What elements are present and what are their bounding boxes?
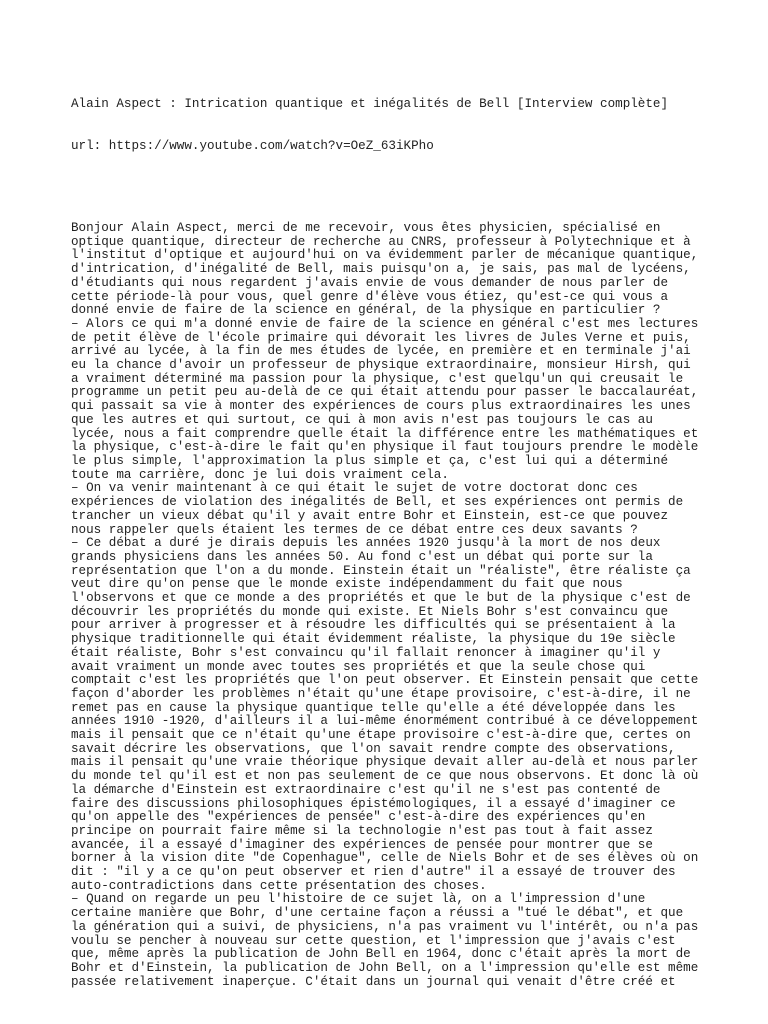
document-title: Alain Aspect : Intrication quantique et inégalités de Bell [Interview complète] (71, 97, 669, 112)
paragraph-gap (71, 181, 711, 195)
source-url: url: https://www.youtube.com/watch?v=OeZ_63iKPho (71, 138, 434, 153)
document-page (71, 71, 711, 1003)
transcript-body: Bonjour Alain Aspect, merci de me recevoir, vous êtes physicien, spécialisé en optique quantique, directeur de recherche au CNRS, professeur à Polytechnique et à l'institut d'optique et aujourd'hui on va évidemment parler de mécanique quantique, d'intrication, d'inégalité de Bell, mais puisqu'on a, je sais, pas mal de lycéens, d'étudiants qui nous regardent j'avais envie de vous demander de nous parler de cette période-là pour vous, quel genre d'élève vous étiez, qu'est-ce qui vous a donné envie de faire de la science en général, de la physique en particulier ? – Alors ce qui m'a donné envie de faire de la science en général c'est mes lectures de petit élève de l'école primaire qui dévorait les livres de Jules Verne et puis, arrivé au lycée, à la fin de mes études de lycée, en première et en terminale j'ai eu la chance d'avoir un professeur de physique extraordinaire, monsieur Hirsh, qui a vraiment déterminé ma passion pour la physique, c'est quelqu'un qui creusait le programme un petit peu au-delà de ce qui était attendu pour passer le baccalauréat, qui passait sa vie à monter des expériences de cours plus extraordinaires les unes que les autres et qui surtout, ce qui à mon avis n'est pas toujours le cas au lycée, nous a fait comprendre quelle était la différence entre les mathématiques et la physique, c'est-à-dire le fait qu'en physique il faut toujours prendre le modèle le plus simple, l'approximation la plus simple et ça, c'est lui qui a déterminé toute ma carrière, donc je lui dois vraiment cela. – On va venir maintenant à ce qui était le sujet de votre doctorat donc ces expériences de violation des inégalités de Bell, et ses expériences ont permis de trancher un vieux débat qu'il y avait entre Bohr et Einstein, est-ce que pouvez nous rappeler quels étaient les termes de ce débat entre ces deux savants ? – Ce débat a duré je dirais depuis les années 1920 jusqu'à la mort de nos deux grands physiciens dans les années 50. Au fond c'est un débat qui porte sur la représentation que l'on a du monde. Einstein était un "réaliste", être réaliste ça veut dire qu'on pense que le monde existe indépendamment du fait que nous l'observons et que ce monde a des propriétés et que le but de la physique c'est de découvrir les propriétés du monde qui existe. Et Niels Bohr s'est convaincu que pour arriver à progresser et à résoudre les difficultés qui se présentaient à la physique traditionnelle qui était évidemment réaliste, la physique du 19e siècle était réaliste, Bohr s'est convaincu qu'il fallait renoncer à imaginer qu'il y avait vraiment un monde avec toutes ses propriétés et que la seule chose qui comptait c'est les propriétés que l'on peut observer. Et Einstein pensait que cette façon d'aborder les problèmes n'était qu'une étape provisoire, c'est-à-dire, il ne remet pas en cause la physique quantique telle qu'elle a été développée dans les années 1910 -1920, d'ailleurs il a lui-même énormément contribué à ce développement mais il pensait que ce n'était qu'une étape provisoire c'est-à-dire que, certes on savait décrire les observations, que l'on savait rendre compte des observations, mais il pensait qu'une vraie théorique physique devait aller au-delà et nous parler du monde tel qu'il est et non pas seulement de ce que nous observons. Et donc là où la démarche d'Einstein est extraordinaire c'est qu'il ne s'est pas contenté de faire des discussions philosophiques épistémologiques, il a essayé d'imaginer ce qu'on appelle des "expériences de pensée" c'est-à-dire des expériences qu'en principe on pourrait faire même si la technologie n'est pas tout à fait assez avancée, il a essayé d'imaginer des expériences de pensée pour montrer que se borner à la vision dite "de Copenhague", celle de Niels Bohr et de ses élèves où on dit : "il y a ce qu'on peut observer et rien d'autre" il a essayé de trouver des auto-contradictions dans cette présentation des choses. – Quand on regarde un peu l'histoire de ce sujet là, on a l'impression d'une certaine manière que Bohr, d'une certaine façon a réussi a "tué le débat", et que la génération qui a suivi, de physiciens, n'a pas vraiment vu l'intérêt, ou n'a pas voulu se pencher à nouveau sur cette question, et l'impression que j'avais c'est que, même après la publication de John Bell en 1964, donc c'était après la mort de Bohr et d'Einstein, la publication de John Bell, on a l'impression qu'elle est même passée relativement inaperçue. C'était dans un journal qui venait d'être créé et (71, 221, 699, 989)
